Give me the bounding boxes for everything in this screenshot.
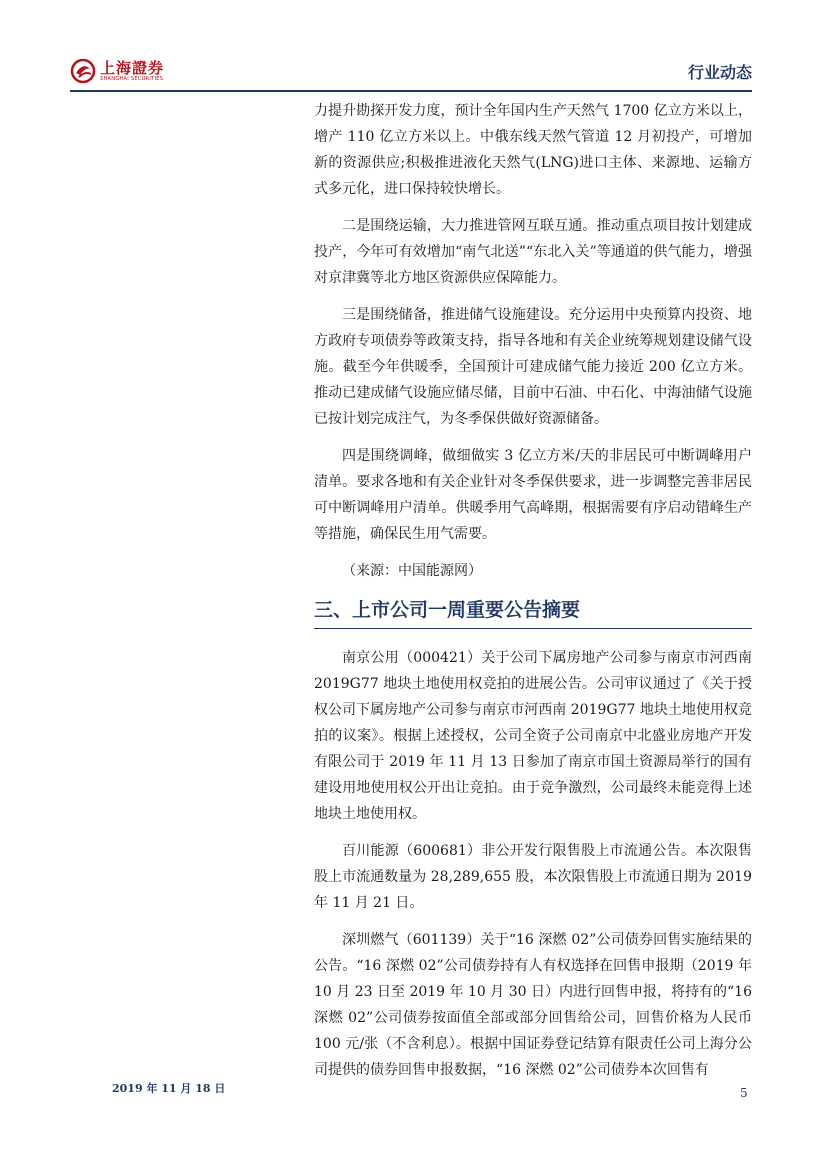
paragraph-supply: 力提升勘探开发力度，预计全年国内生产天然气 1700 亿立方米以上，增产 110 亿立方米以上。中俄东线天然气管道 12 月初投产，可增加新的资源供应;积极推进液化天然气(LNG)进口主体、来源地、运输方式多元化，进口保持较快增长。: [314, 103, 752, 197]
section-title: 三、上市公司一周重要公告摘要: [314, 599, 581, 621]
source-note: （来源：中国能源网）: [342, 563, 482, 579]
report-category: 行业动态: [687, 63, 752, 82]
footer-date: 2019 年 11 月 18 日: [112, 1082, 226, 1095]
paragraph-transport: 二是围绕运输，大力推进管网互联互通。推动重点项目按计划建成投产，今年可有效增加“南气北送”“东北入关”等通道的供气能力，增强对京津冀等北方地区资源供应保障能力。: [314, 218, 752, 286]
paragraph-peak-shaving: 四是围绕调峰，做细做实 3 亿立方米/天的非居民可中断调峰用户清单。要求各地和有关企业针对冬季保供要求，进一步调整完善非居民可中断调峰用户清单。供暖季用气高峰期，根据需要有序启动错峰生产等措施，确保民生用气需要。: [314, 448, 752, 542]
paragraph-storage: 三是围绕储备，推进储气设施建设。充分运用中央预算内投资、地方政府专项债券等政策支持，指导各地和有关企业统筹规划建设储气设施。截至今年供暖季，全国预计可建成储气能力接近 200 亿立方米。推动已建成储气设施应储尽储，目前中石油、中石化、中海油储气设施已按计划完成注气，为冬季保供做好资源储备。: [314, 307, 752, 427]
section-divider: [314, 628, 752, 629]
logo-english-name: SHANGHAI SECURITIES: [100, 75, 164, 82]
page-header: [70, 52, 752, 92]
company-logo: [70, 58, 164, 84]
main-content: [314, 98, 752, 1094]
announcement-baichuan: 百川能源（600681）非公开发行限售股上市流通公告。本次限售股上市流通数量为 28,289,655 股，本次限售股上市流通日期为 2019 年 11 月 21 日。: [314, 843, 752, 911]
logo-emblem-icon: [70, 58, 96, 84]
header-divider: [70, 90, 752, 92]
announcement-shenzhen: 深圳燃气（601139）关于“16 深燃 02”公司债券回售实施结果的公告。“16 深燃 02”公司债券持有人有权选择在回售申报期（2019 年 10 月 23 日至 2019 年 10 月 30 日）内进行回售申报，将持有的“16 深燃 02”公司债券按面值全部或部分回售给公司，回售价格为人民币 100 元/张（不含利息）。根据中国证券登记结算有限责任公司上海分公司提供的债券回售申报数据，“16 深燃 02”公司债券本次回售有: [314, 932, 752, 1078]
page-number: 5: [740, 1086, 748, 1100]
logo-chinese-name: 上海證券: [100, 58, 165, 77]
announcement-nanjing: 南京公用（000421）关于公司下属房地产公司参与南京市河西南 2019G77 地块土地使用权竞拍的进展公告。公司审议通过了《关于授权公司下属房地产公司参与南京市河西南 2019G77 地块土地使用权竞拍的议案》。根据上述授权，公司全资子公司南京中北盛业房地产开发有限公司于 2019 年 11 月 13 日参加了南京市国土资源局举行的国有建设用地使用权公开出让竞拍。由于竞争激烈，公司最终未能竞得上述地块土地使用权。: [314, 650, 752, 822]
